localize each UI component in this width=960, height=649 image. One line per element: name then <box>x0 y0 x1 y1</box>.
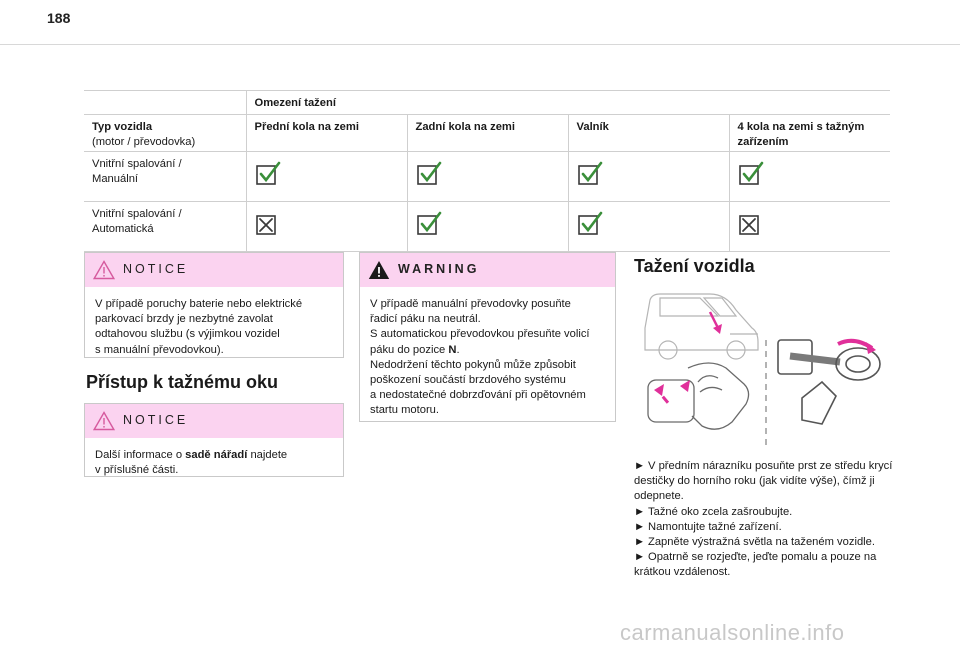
col-header-rear: Zadní kola na zemi <box>407 115 568 152</box>
step-text: Tažné oko zcela zašroubujte. <box>648 505 793 518</box>
notice-text-part: najdete v příslušné části. <box>95 449 288 477</box>
check-icon <box>416 211 442 237</box>
check-icon <box>577 161 603 187</box>
check-icon <box>738 161 764 187</box>
notice-header <box>85 253 343 287</box>
warning-text-part: V případě manuální převodovky posuňte řadicí páku na neutrál. S automatickou převodovkou přesuňte volicí páku do pozice <box>370 298 590 356</box>
toolkit-link-text: sadě nářadí <box>185 449 248 461</box>
row-label-line1: Vnitřní spalování / <box>92 158 182 170</box>
notice-text-part: Další informace o <box>95 449 186 461</box>
warning-header <box>360 253 615 287</box>
check-icon <box>577 211 603 237</box>
col-header-vehicle-title: Typ vozidla <box>92 121 153 133</box>
tow-eye-illustration <box>640 288 896 448</box>
notice-text <box>85 438 343 478</box>
check-icon <box>416 161 442 187</box>
towing-steps <box>634 459 904 581</box>
towing-limits-table <box>84 90 890 252</box>
step-arrow-icon: ► <box>634 460 646 472</box>
warning-gearbox <box>359 252 616 422</box>
section-title-towing: Tažení vozidla <box>634 256 755 276</box>
row-label-line1: Vnitřní spalování / <box>92 208 182 220</box>
step-text: Opatrně se rozjeďte, jeďte pomalu a pouze na krátkou vzdálenost. <box>634 551 877 579</box>
warning-title: WARNING <box>398 262 480 276</box>
step-arrow-icon: ► <box>634 520 646 533</box>
step-item <box>634 550 904 580</box>
step-item <box>634 459 904 505</box>
warning-triangle-icon <box>368 260 390 280</box>
col-header-four-wheels: 4 kola na zemi s tažným zařízením <box>729 115 890 152</box>
row-label-line2: Automatická <box>92 223 154 235</box>
warning-text-part: . Nedodržení těchto pokynů může způsobit poškození součástí brzdového systému a nedostatečné dobrzďování při opětovném startu motoru. <box>370 343 586 417</box>
step-item <box>634 535 904 550</box>
table-row <box>84 152 890 202</box>
check-icon <box>255 161 281 187</box>
cross-icon <box>255 211 281 237</box>
page-number: 188 <box>47 10 71 26</box>
col-header-front: Přední kola na zemi <box>246 115 407 152</box>
notice-toolkit <box>84 403 344 477</box>
step-text: Zapněte výstražná světla na taženém vozidle. <box>648 536 875 549</box>
step-text: Namontujte tažné zařízení. <box>648 520 782 533</box>
col-header-vehicle-sub: (motor / převodovka) <box>92 136 196 148</box>
step-arrow-icon: ► <box>634 505 646 518</box>
notice-header <box>85 404 343 438</box>
watermark: carmanualsonline.info <box>620 620 845 645</box>
col-header-flatbed: Valník <box>568 115 729 152</box>
warning-triangle-icon <box>93 260 115 280</box>
step-arrow-icon: ► <box>634 551 646 564</box>
notice-title: NOTICE <box>123 413 189 427</box>
table-corner <box>84 91 246 115</box>
cross-icon <box>738 211 764 237</box>
step-text: V předním nárazníku posuňte prst ze středu krycí destičky do horního roku (jak vidíte výše), čímž ji odepnete. <box>634 460 893 503</box>
section-title-tow-hook: Přístup k tažnému oku <box>86 372 279 392</box>
gear-position-n: N <box>448 343 457 356</box>
row-label <box>84 152 246 202</box>
table-row <box>84 202 890 252</box>
step-item <box>634 520 904 535</box>
step-item <box>634 505 904 520</box>
warning-text <box>360 287 615 419</box>
header-rule <box>0 44 960 45</box>
notice-text: V případě poruchy baterie nebo elektrické parkovací brzdy je nezbytné zavolat odtahovou službu (s výjimkou vozidel s manuální převodovkou). <box>95 298 303 356</box>
row-label-line2: Manuální <box>92 173 139 185</box>
step-arrow-icon: ► <box>634 536 646 549</box>
row-label <box>84 202 246 252</box>
col-header-vehicle <box>84 115 246 152</box>
notice-title: NOTICE <box>123 262 189 276</box>
notice-battery <box>84 252 344 358</box>
group-header: Omezení tažení <box>246 91 890 115</box>
warning-triangle-icon <box>93 411 115 431</box>
